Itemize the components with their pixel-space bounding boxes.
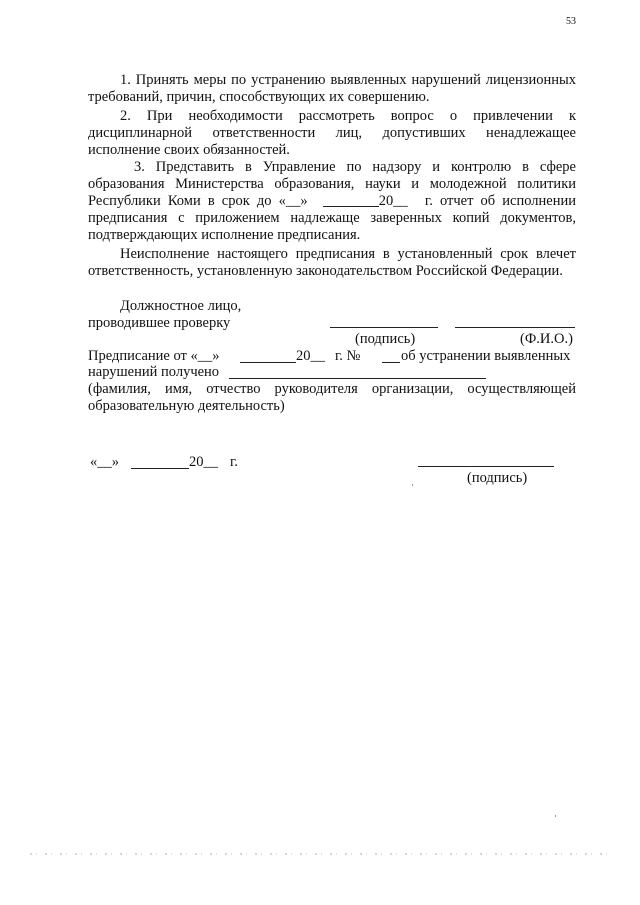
receipt-caption: (фамилия, имя, отчество руководителя организации, осуществляющей образовательную деятельность): [88, 381, 576, 414]
bottom-signature-line: [418, 466, 554, 467]
scan-artifact-line: [30, 853, 610, 855]
bottom-date-prefix: «__»: [90, 454, 119, 470]
item-3-text: 3. Представить в Управление по надзору и контролю в сфере образования Министерства образования, науки и молодежной политики Республики Коми в срок до «__»: [88, 159, 576, 209]
item-3-date-blank: [323, 206, 379, 207]
receipt-recipient-line: [229, 378, 486, 379]
official-fio-line: [455, 327, 575, 328]
item-1: 1. Принять меры по устранению выявленных нарушений лицензионных требований, причин, способствующих их совершению.: [88, 72, 576, 105]
receipt-prefix: Предписание от «__»: [88, 348, 220, 364]
receipt-date-blank: [240, 362, 296, 363]
receipt-received: нарушений получено: [88, 364, 220, 380]
official-signature-line: [330, 327, 438, 328]
scan-speck: [412, 484, 413, 486]
receipt-year: 20__: [296, 348, 325, 364]
bottom-signature-caption: (подпись): [467, 470, 528, 486]
item-3-rest: отчет об исполнении предписания с приложением надлежаще заверенных копий документов, подтверждающих исполнение предписания.: [88, 193, 577, 243]
bottom-year: 20__: [189, 454, 218, 470]
scan-speck: [555, 815, 556, 817]
bottom-g: г.: [230, 454, 238, 470]
receipt-suffix: об устранении выявленных: [401, 348, 571, 364]
bottom-date-blank: [131, 468, 189, 469]
item-3-g: г.: [424, 193, 433, 209]
warning-paragraph: Неисполнение настоящего предписания в установленный срок влечет ответственность, установленную законодательством Российской Федерации.: [88, 246, 576, 279]
item-3: [88, 159, 576, 244]
official-title: Должностное лицо,: [120, 298, 242, 314]
page-number: 53: [566, 16, 576, 27]
receipt-number-blank: [382, 362, 400, 363]
item-3-year: 20__: [378, 193, 408, 209]
official-signature-caption: (подпись): [355, 331, 416, 347]
official-fio-caption: (Ф.И.О.): [520, 331, 573, 347]
receipt-g-no: г. №: [335, 348, 361, 364]
item-2: 2. При необходимости рассмотреть вопрос о привлечении к дисциплинарной ответственности лиц, допустивших ненадлежащее исполнение своих обязанностей.: [88, 108, 576, 158]
official-subtitle: проводившее проверку: [88, 315, 231, 331]
